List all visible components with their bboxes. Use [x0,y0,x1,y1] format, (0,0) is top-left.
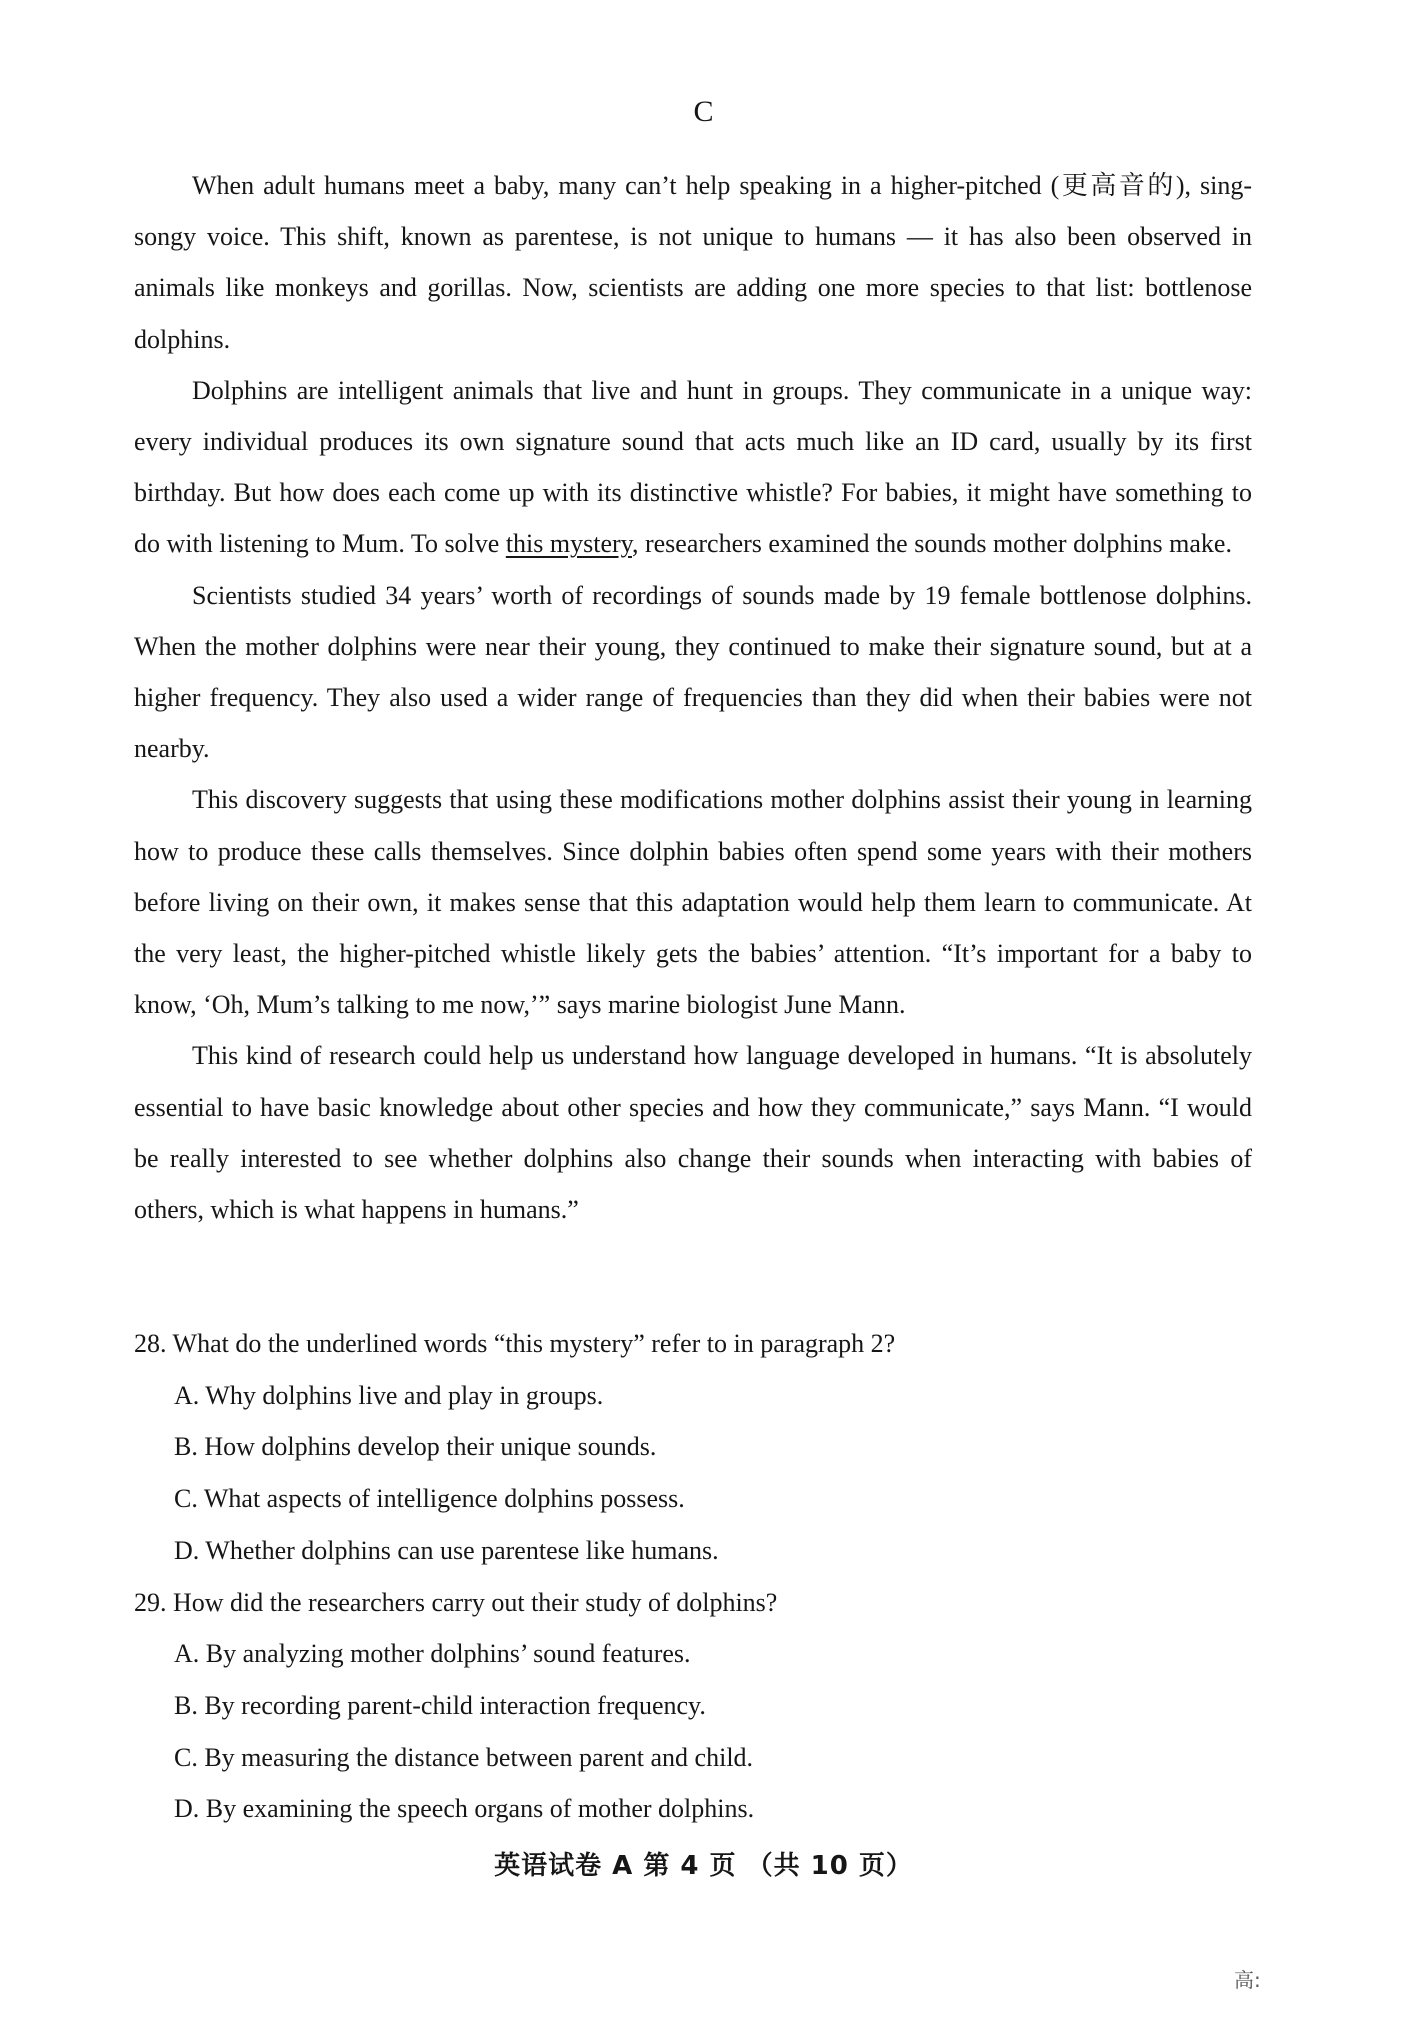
corner-mark: 高: [1234,1968,1261,1992]
paragraph-2-text-after: , researchers examined the sounds mother dolphins make. [631,529,1232,559]
underlined-phrase: this mystery [505,529,632,559]
paragraph-5: This kind of research could help us understand how language developed in humans. “It is absolutely essential to have basic knowledge about other species and how they communicate,” says Mann. “I would be really interested to see whether dolphins also change their sounds when interacting with babies of others, which is what happens in humans.” [134,1041,1252,1225]
reading-passage [134,160,1252,1235]
option-c: C. What aspects of intelligence dolphins possess. [174,1484,685,1514]
paragraph-1: When adult humans meet a baby, many can’t help speaking in a higher-pitched (更高音的), sing-songy voice. This shift, known as parentese, is not unique to humans — it has also been observed in animals like monkeys and gorillas. Now, scientists are adding one more species to that list: bottlenose dolphins. [134,171,1252,354]
question-stem: 29. How did the researchers carry out their study of dolphins? [134,1587,778,1617]
option-a: A. By analyzing mother dolphins’ sound features. [174,1639,691,1669]
paragraph-4: This discovery suggests that using these modifications mother dolphins assist their young in learning how to produce these calls themselves. Since dolphin babies often spend some years with their mothers before living on their own, it makes sense that this adaptation would help them learn to communicate. At the very least, the higher-pitched whistle likely gets the babies’ attention. “It’s important for a baby to know, ‘Oh, Mum’s talking to me now,’” says marine biologist June Mann. [134,785,1252,1020]
paragraph-2 [134,365,1252,570]
paragraph-2-text-before: Dolphins are intelligent animals that live and hunt in groups. They communicate in a unique way: every individual produces its own signature sound that acts much like an ID card, usually by its first birthday. But how does each come up with its distinctive whistle? For babies, it might have something to do with listening to Mum. To solve [134,375,1252,559]
option-d: D. By examining the speech organs of mother dolphins. [174,1794,755,1824]
option-b: B. By recording parent-child interaction frequency. [174,1690,706,1720]
section-heading: C [693,95,714,128]
option-a: A. Why dolphins live and play in groups. [174,1380,604,1410]
option-c: C. By measuring the distance between parent and child. [174,1742,754,1772]
question-29 [134,1577,1252,1836]
option-d: D. Whether dolphins can use parentese like humans. [174,1535,719,1565]
question-stem: 28. What do the underlined words “this mystery” refer to in paragraph 2? [134,1329,896,1358]
page-footer: 英语试卷 A 第 4 页 （共 10 页） [494,1851,913,1881]
question-list [134,1318,1252,1835]
question-28 [134,1318,1252,1577]
option-b: B. How dolphins develop their unique sounds. [174,1432,657,1462]
paragraph-3: Scientists studied 34 years’ worth of recordings of sounds made by 19 female bottlenose dolphins. When the mother dolphins were near their young, they continued to make their signature sound, but at a higher frequency. They also used a wider range of frequencies than they did when their babies were not nearby. [134,580,1252,764]
